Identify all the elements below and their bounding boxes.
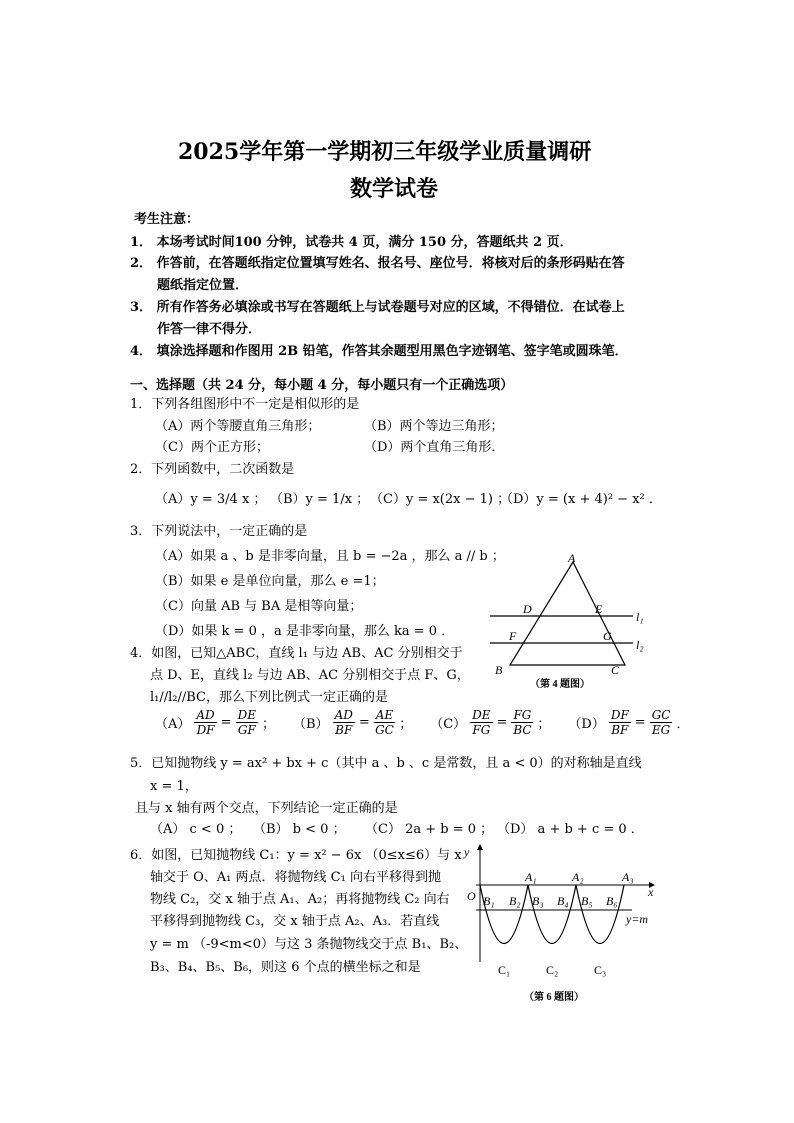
- q2-option-d: （D）y = (x + 4)² − x² ．: [500, 492, 662, 507]
- label-b5: B₅: [581, 894, 593, 908]
- q2-option-a: （A）y = 3/4 x ；: [155, 492, 267, 507]
- label-b1: B₁: [483, 894, 495, 908]
- label-c1: C₁: [498, 963, 511, 977]
- q6-caption: （第 6 题图）: [524, 992, 584, 1003]
- label-a2: A₂: [572, 870, 584, 884]
- label-a3: A₃: [622, 870, 634, 884]
- q1-option-c: （C）两个正方形；: [155, 440, 269, 455]
- label-f: F: [509, 629, 517, 643]
- q4-d-frac1: $\frac{DF}{BF}$: [610, 708, 629, 737]
- q6-line-5: y = m （-9<m<0）与这 3 条抛物线交于点 B₁、B₂、: [150, 937, 468, 952]
- q4-a-frac1: $\frac{AD}{DF}$: [196, 708, 215, 737]
- notice-item-1: 1． 本场考试时间100 分钟，试卷共 4 页，满分 150 分，答题纸共 2 页．: [130, 235, 573, 250]
- q4-line-2: 点 D、E，直线 l₂ 与边 AB、AC 分别相交于点 F、G，: [150, 668, 470, 683]
- q2-option-c: （C）y = x(2x − 1) ；: [370, 492, 511, 507]
- q3-stem: 3．下列说法中，一定正确的是: [130, 524, 308, 539]
- q5-line-2: x = 1，: [150, 779, 198, 794]
- q5-line-1: 5．已知抛物线 y = ax² + bx + c（其中 a 、b 、c 是常数，且 a < 0）的对称轴是直线: [130, 756, 642, 771]
- q2-stem: 2．下列函数中，二次函数是: [130, 462, 295, 477]
- q1-option-d: （D）两个直角三角形．: [364, 440, 505, 455]
- page-title: 2025学年第一学期初三年级学业质量调研: [178, 139, 592, 165]
- notice-item-3b: 作答一律不得分．: [157, 322, 262, 337]
- q6-line-2: 轴交于 O、A₁ 两点．将抛物线 C₁ 向右平移得到抛: [150, 870, 441, 885]
- q4-c-frac1: $\frac{DE}{FG}$: [472, 708, 491, 737]
- q4-options: （A） $\frac{AD}{DF}$ = $\frac{DE}{GF}$ ； （B） $\frac{AD}{BF}$ = $\frac{AE}{GC}$ ； （C） $\frac{DE}{FG}$ = $\frac{FG}{BC}$ ； （D） $\frac{DF}{BF}$ = $\frac{GC}{EG}$ ．: [155, 708, 690, 737]
- q3-option-b: （B）如果 e 是单位向量，那么 e =1；: [155, 574, 385, 589]
- q6-line-6: B₃、B₄、B₅、B₆，则这 6 个点的横坐标之和是: [150, 960, 421, 975]
- q4-option-c-label: （C）: [430, 717, 467, 732]
- label-a1: A₁: [525, 870, 537, 884]
- q3-option-d: （D）如果 k = 0 ，a 是非零向量，那么 ka = 0 ．: [155, 624, 455, 639]
- label-c: C: [611, 663, 620, 677]
- label-b: B: [495, 663, 503, 677]
- q6-line-1: 6．如图，已知抛物线 C₁：y = x² − 6x （0≤x≤6）与 x: [130, 848, 462, 863]
- notice-heading: 考生注意：: [134, 212, 200, 227]
- label-b4: B₄: [557, 894, 569, 908]
- q4-line-3: l₁//l₂//BC，那么下列比例式一定正确的是: [150, 690, 388, 705]
- label-c3: C₃: [594, 963, 607, 977]
- label-l2: l₂: [636, 638, 644, 652]
- notice-item-2b: 题纸指定位置．: [157, 278, 249, 293]
- q4-caption: （第 4 题图）: [530, 679, 590, 690]
- q6-line-4: 平移得到抛物线 C₃，交 x 轴于点 A₂、A₃．若直线: [150, 914, 440, 929]
- q4-b-frac1: $\frac{AD}{BF}$: [334, 708, 353, 737]
- notice-item-3: 3． 所有作答务必填涂或书写在答题纸上与试卷题号对应的区域，不得错位．在试卷上: [130, 300, 625, 315]
- label-b6: B₆: [606, 894, 618, 908]
- q5-option-a: （A） c < 0 ；: [150, 822, 242, 837]
- q1-option-a: （A）两个等腰直角三角形；: [155, 419, 321, 434]
- label-a: A: [568, 551, 576, 565]
- label-b2: B₂: [509, 894, 521, 908]
- q5-option-d: （D） a + b + c = 0 ．: [497, 822, 644, 837]
- q4-d-frac2: $\frac{GC}{EG}$: [651, 708, 671, 737]
- notice-item-2: 2． 作答前，在答题纸指定位置填写姓名、报名号、座位号．将核对后的条形码贴在答: [130, 256, 625, 271]
- label-d: D: [523, 602, 532, 616]
- q4-option-a-label: （A）: [155, 717, 191, 732]
- q4-line-1: 4．如图，已知△ABC，直线 l₁ 与边 AB、AC 分别相交于: [130, 646, 463, 661]
- q1-option-b: （B）两个等边三角形；: [364, 419, 504, 434]
- label-e: E: [595, 602, 603, 616]
- label-y-m: y=m: [626, 912, 649, 926]
- q5-option-c: （C） 2a + b = 0 ；: [365, 822, 494, 837]
- q4-option-b-label: （B）: [293, 717, 329, 732]
- q5-option-b: （B） b < 0 ；: [253, 822, 346, 837]
- q3-option-c: （C）向量 AB 与 BA 是相等向量；: [155, 599, 363, 614]
- q1-stem: 1．下列各组图形中不一定是相似形的是: [130, 397, 360, 412]
- q4-figure: [485, 550, 665, 690]
- q4-a-frac2: $\frac{DE}{GF}$: [237, 708, 256, 737]
- q4-option-d-label: （D）: [568, 717, 605, 732]
- label-c2: C₂: [546, 963, 559, 977]
- q6-line-3: 物线 C₂，交 x 轴于点 A₁、A₂；再将抛物线 C₂ 向右: [150, 892, 450, 907]
- label-y: y: [464, 845, 470, 859]
- page-subtitle: 数学试卷: [350, 176, 439, 202]
- q4-c-frac2: $\frac{FG}{BC}$: [513, 708, 532, 737]
- q4-b-frac2: $\frac{AE}{GC}$: [375, 708, 394, 737]
- q5-line-3: 且与 x 轴有两个交点，下列结论一定正确的是: [135, 801, 398, 816]
- label-b3: B₃: [532, 894, 544, 908]
- q2-option-b: （B）y = 1/x ；: [270, 492, 370, 507]
- q3-option-a: （A）如果 a 、b 是非零向量，且 b = −2a ，那么 a // b ；: [155, 549, 505, 564]
- label-g: G: [603, 629, 612, 643]
- q6-figure: [462, 842, 662, 1004]
- label-x: x: [648, 885, 654, 899]
- notice-item-4: 4． 填涂选择题和作图用 2B 铅笔，作答其余题型用黑色字迹钢笔、签字笔或圆珠笔．: [130, 344, 628, 359]
- label-l1: l₁: [636, 610, 644, 624]
- section-heading: 一、选择题（共 24 分，每小题 4 分，每小题只有一个正确选项）: [130, 378, 514, 393]
- label-o: O: [467, 889, 476, 903]
